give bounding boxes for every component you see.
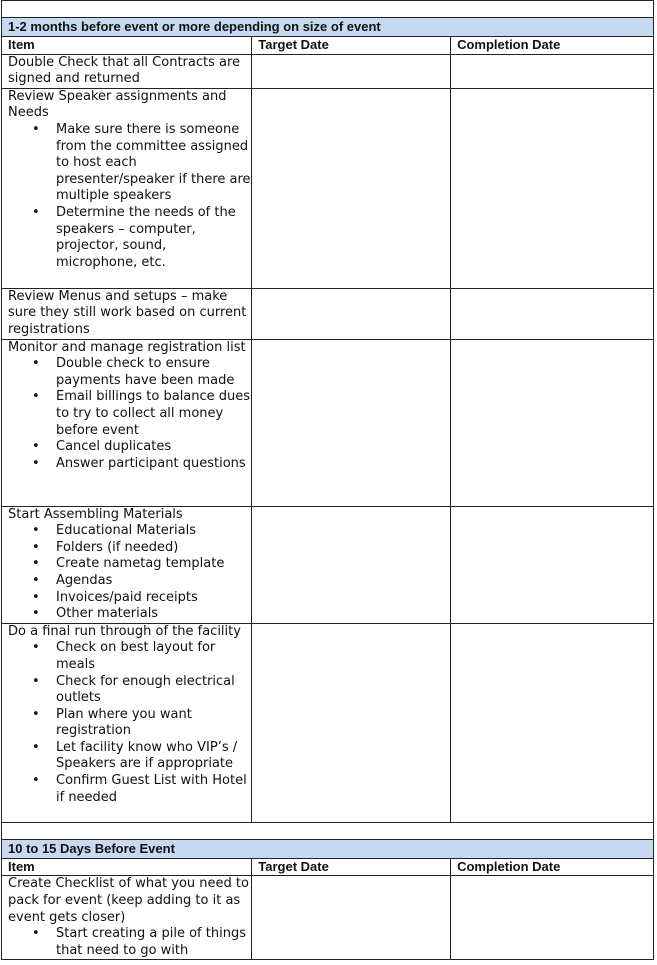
section-spacer-row bbox=[2, 822, 654, 839]
item-text: Monitor and manage registration list bbox=[8, 339, 246, 355]
list-item: • Create nametag template bbox=[56, 556, 251, 573]
list-item: • Folders (if needed) bbox=[56, 540, 251, 557]
target-date-cell[interactable] bbox=[252, 88, 451, 288]
section-header-row bbox=[2, 839, 654, 858]
item-cell bbox=[2, 88, 252, 288]
completion-date-cell[interactable] bbox=[451, 623, 654, 822]
target-date-cell[interactable] bbox=[252, 339, 451, 506]
list-item: • Determine the needs of the speakers – computer, projector, sound, microphone, etc. bbox=[56, 205, 251, 271]
col-header-completion-date: Completion Date bbox=[451, 37, 654, 55]
col-header-target-date: Target Date bbox=[252, 858, 451, 876]
sub-task-list bbox=[8, 926, 251, 959]
completion-date-cell[interactable] bbox=[451, 876, 654, 960]
list-item: • Agendas bbox=[56, 573, 251, 590]
target-date-cell[interactable] bbox=[252, 288, 451, 339]
top-spacer-row bbox=[2, 1, 654, 18]
task-row bbox=[2, 623, 654, 822]
col-header-target-date: Target Date bbox=[252, 37, 451, 55]
item-cell bbox=[2, 54, 252, 88]
task-row bbox=[2, 288, 654, 339]
col-header-item: Item bbox=[2, 37, 252, 55]
col-header-item: Item bbox=[2, 858, 252, 876]
completion-date-cell[interactable] bbox=[451, 54, 654, 88]
completion-date-cell[interactable] bbox=[451, 339, 654, 506]
list-item: • Make sure there is someone from the committee assigned to host each presenter/speaker if there are multiple speakers bbox=[56, 122, 251, 205]
list-item: • Double check to ensure payments have been made bbox=[56, 356, 251, 389]
item-text: Review Menus and setups – make sure they still work based on current registrations bbox=[8, 288, 247, 337]
column-header-row bbox=[2, 858, 654, 876]
list-item: • Check for enough electrical outlets bbox=[56, 674, 251, 707]
list-item: • Cancel duplicates bbox=[56, 439, 251, 456]
item-cell bbox=[2, 288, 252, 339]
item-cell bbox=[2, 339, 252, 506]
spacer-cell bbox=[2, 1, 654, 18]
item-text: Review Speaker assignments and Needs bbox=[8, 88, 227, 121]
sub-task-list bbox=[8, 523, 251, 623]
list-item: • Email billings to balance dues to try to collect all money before event bbox=[56, 389, 251, 439]
item-text: Do a final run through of the facility bbox=[8, 623, 241, 639]
task-row bbox=[2, 88, 654, 288]
task-row bbox=[2, 54, 654, 88]
target-date-cell[interactable] bbox=[252, 54, 451, 88]
list-item: • Invoices/paid receipts bbox=[56, 590, 251, 607]
list-item: • Plan where you want registration bbox=[56, 707, 251, 740]
task-row bbox=[2, 339, 654, 506]
column-header-row bbox=[2, 37, 654, 55]
completion-date-cell[interactable] bbox=[451, 88, 654, 288]
section-title: 10 to 15 Days Before Event bbox=[2, 839, 654, 858]
target-date-cell[interactable] bbox=[252, 623, 451, 822]
item-cell bbox=[2, 506, 252, 623]
sub-task-list bbox=[8, 122, 251, 271]
item-text: Double Check that all Contracts are signed and returned bbox=[8, 54, 241, 87]
checklist-table bbox=[1, 0, 654, 960]
section-header-row bbox=[2, 18, 654, 37]
list-item: • Other materials bbox=[56, 606, 251, 623]
completion-date-cell[interactable] bbox=[451, 288, 654, 339]
item-cell bbox=[2, 623, 252, 822]
target-date-cell[interactable] bbox=[252, 506, 451, 623]
completion-date-cell[interactable] bbox=[451, 506, 654, 623]
sub-task-list bbox=[8, 356, 251, 472]
col-header-completion-date: Completion Date bbox=[451, 858, 654, 876]
list-item: • Answer participant questions bbox=[56, 456, 251, 473]
list-item: • Check on best layout for meals bbox=[56, 640, 251, 673]
list-item: • Educational Materials bbox=[56, 523, 251, 540]
item-cell bbox=[2, 876, 252, 960]
sub-task-list bbox=[8, 640, 251, 806]
list-item: • Start creating a pile of things that need to go with bbox=[56, 926, 251, 959]
task-row bbox=[2, 506, 654, 623]
event-checklist-document bbox=[1, 0, 654, 960]
spacer-cell bbox=[2, 822, 654, 839]
target-date-cell[interactable] bbox=[252, 876, 451, 960]
section-title: 1-2 months before event or more depending on size of event bbox=[2, 18, 654, 37]
task-row bbox=[2, 876, 654, 960]
list-item: • Let facility know who VIP’s / Speakers are if appropriate bbox=[56, 740, 251, 773]
item-text: Create Checklist of what you need to pack for event (keep adding to it as event gets closer) bbox=[8, 876, 249, 925]
item-text: Start Assembling Materials bbox=[8, 506, 183, 522]
list-item: • Confirm Guest List with Hotel if needed bbox=[56, 773, 251, 806]
